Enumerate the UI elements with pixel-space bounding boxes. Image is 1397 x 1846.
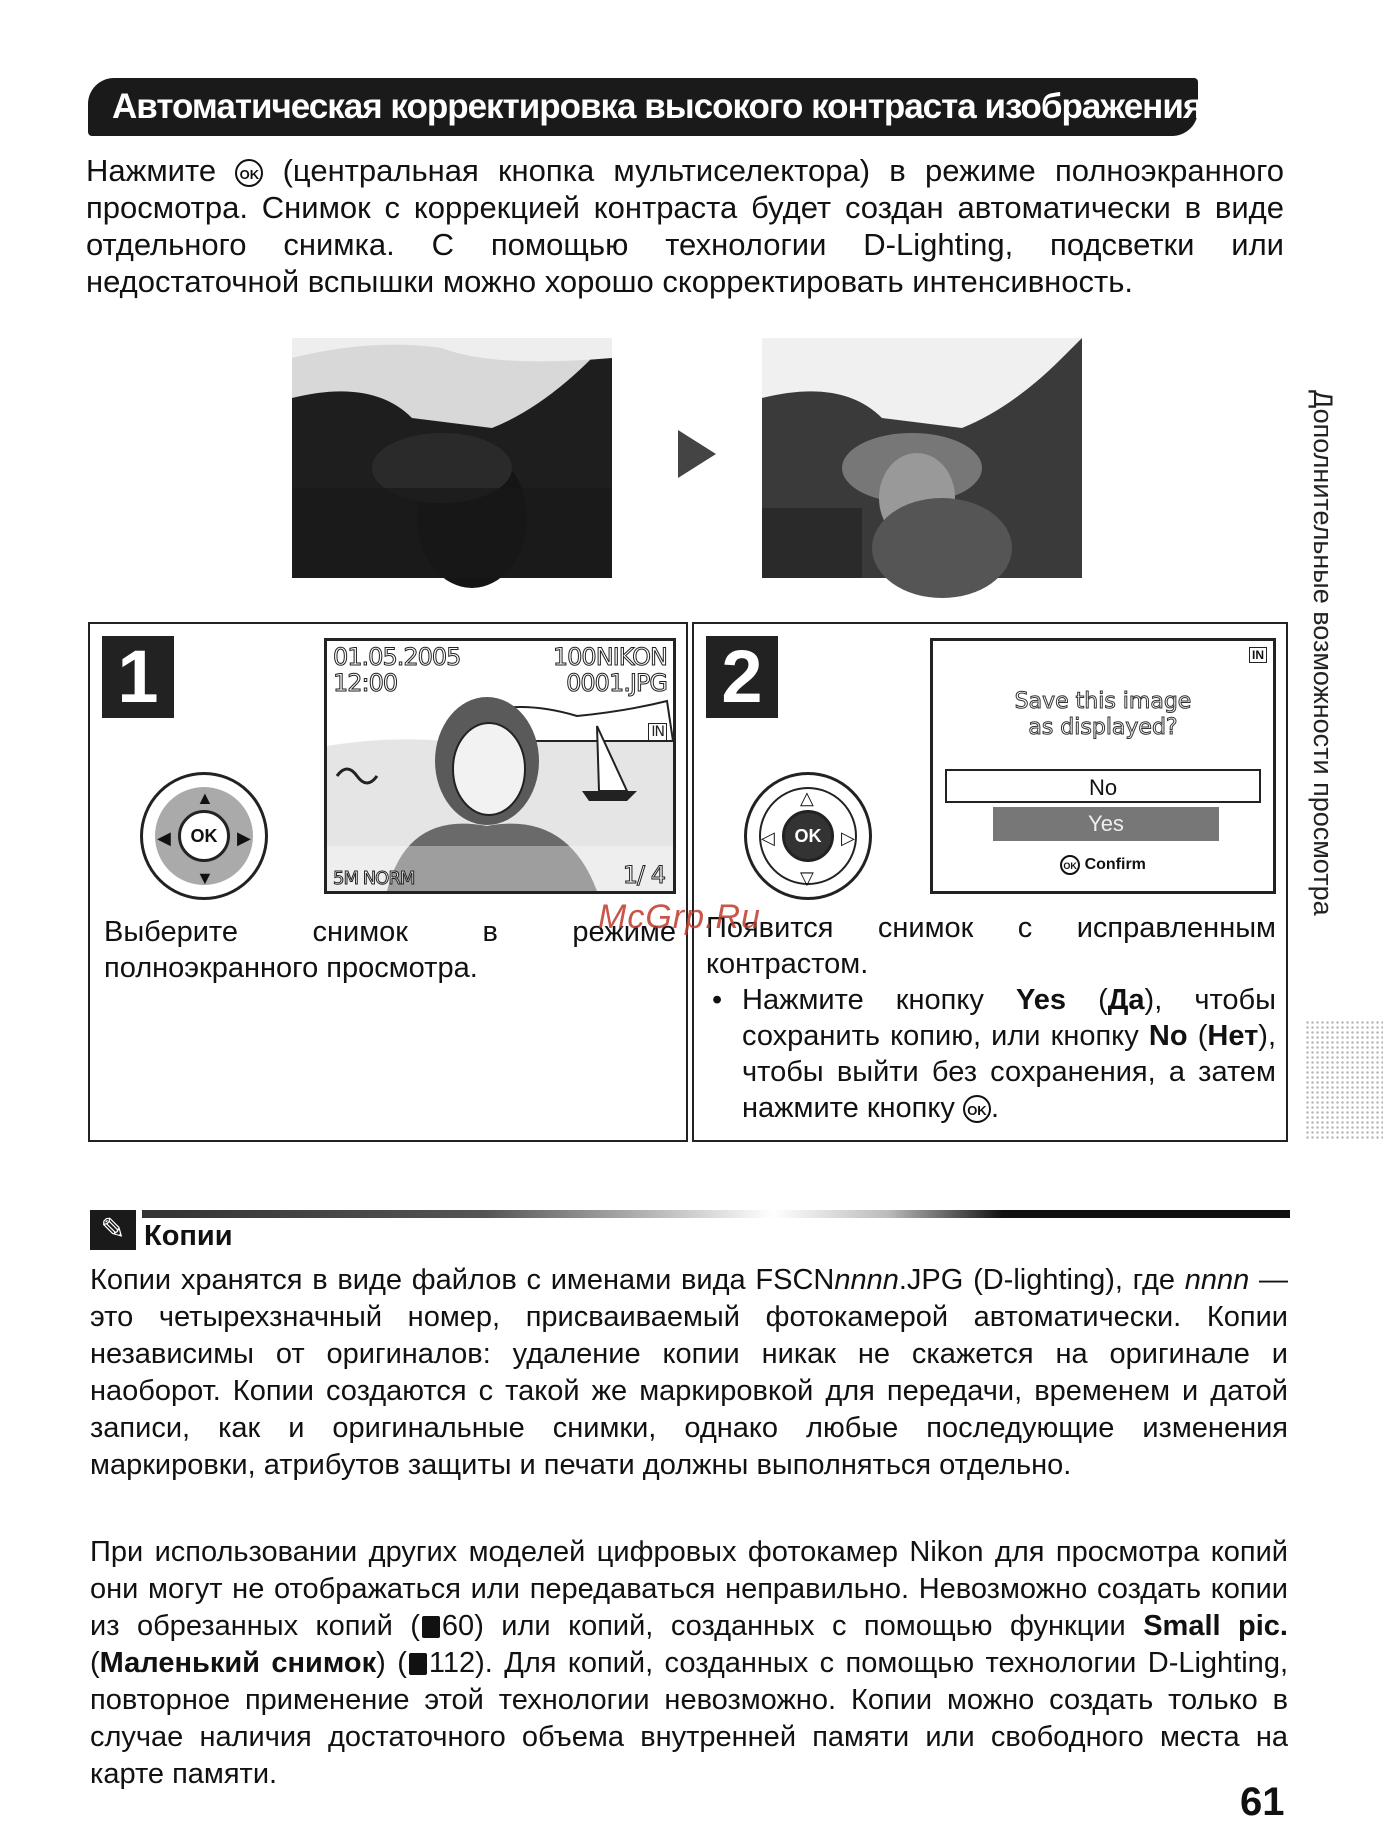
- up-arrow-icon: ▲: [196, 788, 214, 808]
- lcd-date: 01.05.2005: [333, 643, 461, 671]
- step-2-text: [706, 910, 1276, 1126]
- photo-after-image: [762, 338, 1082, 578]
- note-italic: nnnn: [1184, 1264, 1250, 1296]
- note-italic: nnnn: [834, 1264, 899, 1296]
- lcd-filename: 0001.JPG: [566, 669, 667, 697]
- note-text: ) или копий, созданных с помощью функции: [474, 1610, 1144, 1642]
- step-2-result-text: Появится снимок с исправленным контрастом.: [706, 912, 1276, 980]
- dialog-option-no[interactable]: No: [945, 769, 1261, 803]
- left-arrow-icon: ◁: [761, 828, 775, 848]
- note-text: (: [90, 1647, 100, 1679]
- dialog-question-line1: Save this image: [1014, 689, 1192, 714]
- step-2-bullets: [706, 982, 1276, 1126]
- ok-button-icon: OK: [235, 159, 263, 187]
- bullet-text: ), чтобы выйти без сохранения, а затем нажмите кнопку: [742, 1020, 1276, 1124]
- step-1-text: Выберите снимок в режиме полноэкранного просмотра.: [104, 916, 676, 984]
- down-arrow-icon: ▽: [800, 868, 814, 888]
- bullet-text: (: [1187, 1020, 1208, 1052]
- net-label: Нет: [1207, 1020, 1259, 1052]
- page-ref: 60: [441, 1610, 475, 1642]
- camera-lcd-playback: [324, 638, 676, 894]
- note-title: Копии: [144, 1220, 233, 1252]
- note-paragraph-2: [90, 1534, 1288, 1793]
- photo-after: [762, 338, 1082, 578]
- note-text: — это четырехзначный номер, присваиваемый фотокамерой автоматически. Копии независимы от оригиналов: удаление копии никак не скажется на оригинале и наоборот. Копии создаются с такой же маркировкой для передачи, временем и датой записи, как и оригинальные снимки, однако любые последующие изменения маркировки, атрибутов защиты и печати должны выполняться отдельно.: [90, 1264, 1289, 1481]
- intro-text-rest: (центральная кнопка мультиселектора) в режиме полноэкранного просмотра. Снимок с коррекцией контраста будет создан автоматически в виде отдельного снимка. С помощью технологии D-Lighting, подсветки или недостаточной вспышки можно хорошо скорректировать интенсивность.: [86, 153, 1284, 299]
- dialog-question-line2: as displayed?: [1028, 715, 1178, 740]
- watermark: McGrp.Ru: [598, 898, 761, 936]
- da-label: Да: [1107, 984, 1145, 1016]
- step-2-number: 2: [706, 636, 778, 718]
- note-text: .JPG (D-lighting), где: [898, 1264, 1185, 1296]
- bullet-text: Нажмите кнопку: [742, 984, 1016, 1016]
- bullet-text: ), чтобы сохранить копию, или кнопку: [742, 984, 1277, 1052]
- side-decoration: [1305, 1020, 1383, 1140]
- internal-memory-icon: IN: [1249, 647, 1267, 663]
- left-arrow-icon: ◀: [157, 828, 171, 848]
- step-1-panel: [88, 622, 688, 1142]
- multi-selector-icon: [140, 772, 268, 900]
- up-arrow-icon: △: [800, 788, 814, 808]
- note-text: Копии хранятся в виде файлов с именами вида FSCN: [90, 1264, 835, 1296]
- ok-button-icon: OK: [782, 810, 834, 862]
- lcd-frame-counter: 1/ 4: [622, 861, 665, 889]
- photo-before: [292, 338, 612, 578]
- step-1-number: 1: [102, 636, 174, 718]
- book-reference-icon: [409, 1653, 427, 1675]
- no-label: No: [1148, 1020, 1188, 1052]
- step-2-panel: [692, 622, 1288, 1142]
- small-pic-ru-label: Маленький снимок: [99, 1647, 377, 1679]
- right-arrow-icon: ▷: [841, 828, 855, 848]
- book-reference-icon: [422, 1616, 440, 1638]
- dialog-confirm-hint: [933, 855, 1273, 875]
- page-title: Автоматическая корректировка высокого контраста изображения (D-Lighting): [88, 78, 1198, 136]
- page-ref: 112: [428, 1647, 476, 1679]
- multi-selector-icon: [744, 772, 872, 900]
- note-text: При использовании других моделей цифровых фотокамер Nikon для просмотра копий они могут не отображаться или передаваться неправильно. Невозможно создать копии из обрезанных копий (: [90, 1536, 1288, 1642]
- bullet-item: [742, 982, 1276, 1126]
- note-text: ). Для копий, созданных с помощью технологии D-Lighting, повторное применение этой технологии невозможно. Копии можно создать только в случае наличия достаточного объема внутренней памяти или свободного места на карте памяти.: [90, 1647, 1288, 1790]
- note-header: [90, 1210, 1290, 1250]
- lcd-image-mode: 5M NORM: [333, 868, 415, 889]
- right-arrow-icon: ▶: [237, 828, 251, 848]
- small-pic-label: Small pic.: [1143, 1610, 1288, 1642]
- intro-text-start: Нажмите: [86, 153, 217, 188]
- lcd-time: 12:00: [333, 669, 398, 697]
- intro-paragraph: [86, 152, 1284, 300]
- yes-label: Yes: [1015, 984, 1066, 1016]
- pencil-icon: ✎: [90, 1210, 136, 1250]
- photo-before-image: [292, 338, 612, 578]
- confirm-label: Confirm: [1084, 856, 1146, 874]
- lcd-folder: 100NIKON: [552, 643, 667, 671]
- arrow-icon: [678, 430, 716, 478]
- camera-lcd-dialog: [930, 638, 1276, 894]
- down-arrow-icon: ▼: [196, 868, 214, 888]
- note-paragraph-1: [90, 1262, 1288, 1484]
- page-number: 61: [1240, 1780, 1285, 1824]
- dialog-option-yes[interactable]: Yes: [993, 807, 1219, 841]
- ok-button-icon: OK: [178, 810, 230, 862]
- section-side-label: Дополнительные возможности просмотра: [1308, 390, 1338, 916]
- note-text: ) (: [376, 1647, 407, 1679]
- ok-button-icon: OK: [1060, 855, 1080, 875]
- bullet-text: .: [990, 1092, 999, 1124]
- bullet-text: (: [1065, 984, 1108, 1016]
- note-rule: [142, 1210, 1290, 1218]
- ok-button-icon: OK: [963, 1095, 991, 1123]
- internal-memory-icon: IN: [648, 723, 667, 741]
